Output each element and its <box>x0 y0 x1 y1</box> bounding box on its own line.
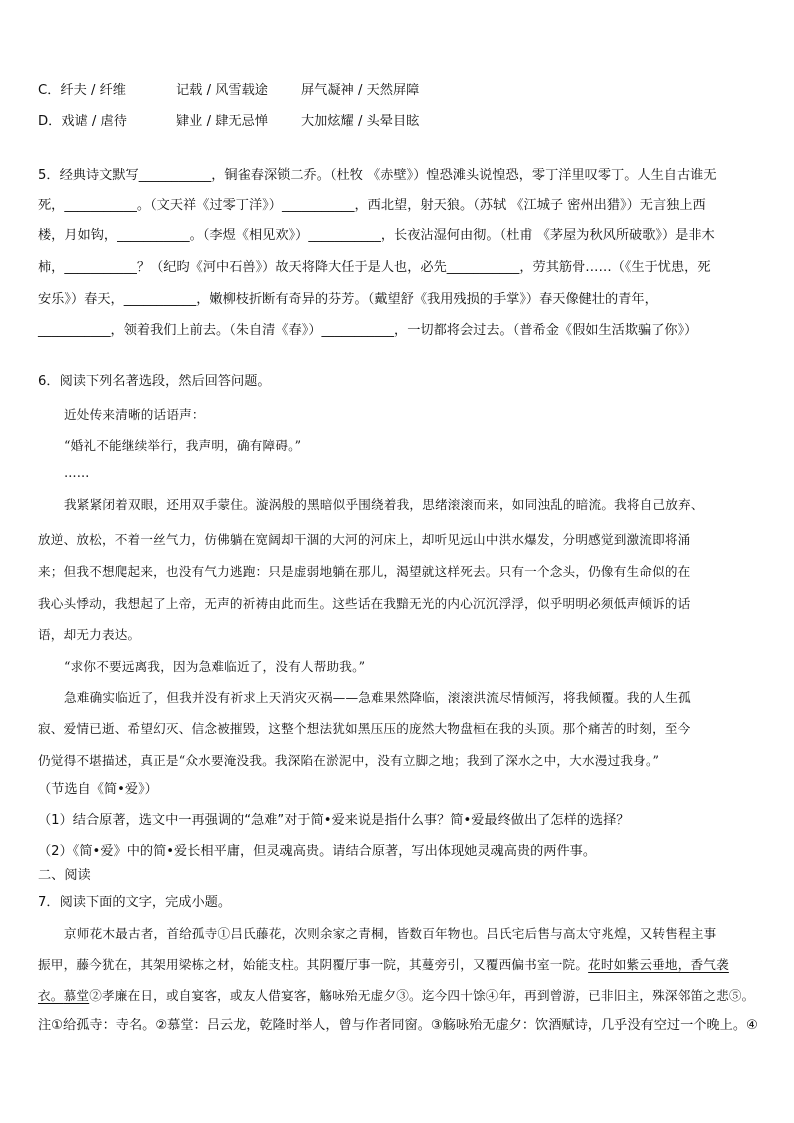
q6-excerpt-line-9: “求你不要远离我，因为急难临近了，没有人帮助我。” <box>64 659 366 674</box>
option-c-words-3: 屏气凝神 / 天然屏障 <box>301 83 420 98</box>
option-c-words-2: 记载 / 风雪载途 <box>176 83 268 98</box>
q6-sub-question-1: （1）结合原著，选文中一再强调的“急难”对于简•爱来说是指什么事？简•爱最终做出了怎样的选择？ <box>38 813 630 828</box>
q5-line-3: 楼，月如钩，___________。（李煜《相见欢》）___________，长夜沾湿何由彻。（杜甫 《茅屋为秋风所破歌》）是非木 <box>38 228 715 243</box>
option-d-words-2: 肄业 / 肆无忌惮 <box>176 114 268 129</box>
q6-excerpt-line-12: 仍觉得不堪描述，真正是“众水要淹没我。我深陷在淤泥中，没有立脚之地；我到了深水之中，大水漫过我身。” <box>38 753 660 768</box>
option-c-label: C．纤夫 / 纤维 <box>38 83 126 98</box>
q7-underlined-sentence-part-1: 花时如紫云垂地，香气袭 <box>588 957 729 972</box>
q6-excerpt-line-2: “婚礼不能继续举行，我声明，确有障碍。” <box>64 438 302 453</box>
q6-heading: 6．阅读下列名著选段，然后回答问题。 <box>38 374 271 389</box>
q6-excerpt-line-1: 近处传来清晰的话语声： <box>64 407 205 422</box>
q6-excerpt-line-10: 急难确实临近了，但我并没有祈求上天消灾灭祸——急难果然降临，滚滚洪流尽情倾泻，将我倾覆。我的人生孤 <box>64 690 691 705</box>
q7-heading: 7．阅读下面的文字，完成小题。 <box>38 895 232 910</box>
q6-excerpt-line-11: 寂、爱情已逝、希望幻灭、信念被摧毁，这整个想法犹如黑压压的庞然大物盘桓在我的头顶。那个痛苦的时刻，至今 <box>38 721 691 736</box>
q6-excerpt-line-5: 放逆、放松，不着一丝气力，仿佛躺在宽阔却干涸的大河的河床上，却听见远山中洪水爆发，分明感觉到激流即将涌 <box>38 532 691 547</box>
q7-text-line-3-plain: ②孝廉在日，或自宴客，或友人借宴客，觞咏殆无虚夕③。迄今四十馀④年，再到曾游，已非旧主，殊深邻笛之悲⑤。 <box>89 988 755 1003</box>
q7-text-line-1: 京师花木最古者，首给孤寺①吕氏藤花，次则余家之青桐，皆数百年物也。吕氏宅后售与高太守兆煌，又转售程主事 <box>64 926 717 941</box>
q6-sub-question-2: （2）《简•爱》中的简•爱长相平庸，但灵魂高贵。请结合原著，写出体现她灵魂高贵的两件事。 <box>38 844 597 859</box>
section-heading: 二、阅读 <box>38 868 91 883</box>
q6-excerpt-line-4: 我紧紧闭着双眼，还用双手蒙住。漩涡般的黑暗似乎围绕着我，思绪滚滚而来，如同浊乱的暗流。我将自己放弃、 <box>64 497 704 512</box>
q6-excerpt-line-6: 来；但我不想爬起来，也没有气力逃跑：只是虚弱地躺在那儿，渴望就这样死去。只有一个念头，仍像有生命似的在 <box>38 564 691 579</box>
q6-source: （节选自《简•爱》） <box>38 782 158 797</box>
q7-underlined-name: 慕堂 <box>63 988 90 1003</box>
q7-text-line-2-plain: 振甲，藤今犹在，其架用梁栋之材，始能支柱。其阴覆厅事一院，其蔓旁引，又覆西偏书室一院。 <box>38 957 589 972</box>
q5-line-1: 5．经典诗文默写___________，铜雀春深锁二乔。（杜牧 《赤壁》）惶恐滩头说惶恐，零丁洋里叹零丁。人生自古谁无 <box>38 168 717 183</box>
q5-line-2: 死，___________。（文天祥《过零丁洋》）___________，西北望，射天狼。（苏轼 《江城子 密州出猎》）无言独上西 <box>38 198 706 213</box>
q6-excerpt-line-3: …… <box>64 465 90 480</box>
q5-line-6: ___________，领着我们上前去。（朱自清《春》）___________，一切都将会过去。（普希金《假如生活欺骗了你》） <box>38 323 698 338</box>
q6-excerpt-line-8: 语，却无力表达。 <box>38 627 141 642</box>
option-d-words-3: 大加炫耀 / 头晕目眩 <box>301 114 420 129</box>
q5-line-4: 柿，___________？（纪昀《河中石兽》）故天将降大任于是人也，必先___________，劳其筋骨……（《生于忧患，死 <box>38 260 711 275</box>
q7-underlined-sentence-part-2: 衣。 <box>38 988 64 1003</box>
q5-line-5: 安乐》）春天，___________，嫩柳枝折断有奇异的芬芳。（戴望舒《我用残损的手掌》）春天像健壮的青年， <box>38 292 658 307</box>
q7-text-line-3 <box>38 986 754 1006</box>
q6-excerpt-line-7: 我心头悸动，我想起了上帝，无声的祈祷由此而生。这些话在我黯无光的内心沉沉浮浮，似乎明明必须低声倾诉的话 <box>38 596 691 611</box>
q7-text-line-2 <box>38 955 729 975</box>
option-d-label: D．戏谑 / 虐待 <box>38 114 127 129</box>
q7-notes: 注①给孤寺：寺名。②慕堂：吕云龙，乾隆时举人，曾与作者同窗。③觞咏殆无虚夕：饮酒赋诗，几乎没有空过一个晚上。④ <box>38 1018 758 1033</box>
